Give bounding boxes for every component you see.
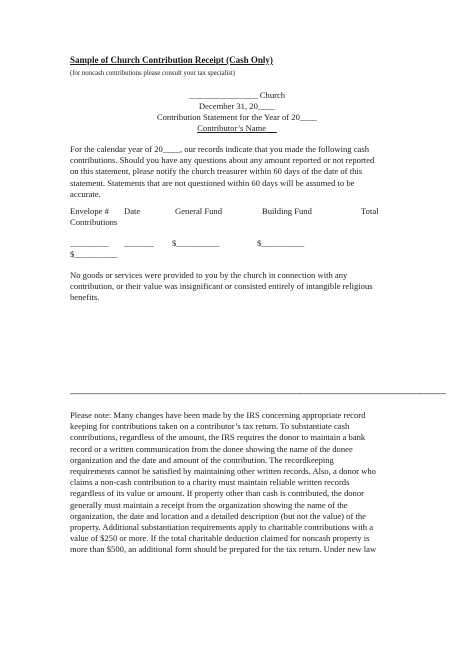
date-blank: _______ <box>124 238 155 248</box>
contributor-name-line <box>100 123 374 134</box>
statement-date-line: December 31, 20____ <box>198 101 276 111</box>
contributor-name-blank <box>266 123 277 133</box>
envelope-blank: _________ <box>70 238 109 248</box>
column-total: Total <box>361 206 379 216</box>
separator-line: ---------------------------------------------------------------------------------------------------------------------------------------------------------------------- <box>70 389 446 398</box>
general-fund-blank: $__________ <box>172 238 220 248</box>
document-title: Sample of Church Contribution Receipt (Cash Only) <box>70 55 273 65</box>
column-building-fund: Building Fund <box>262 206 312 216</box>
column-contributions: Contributions <box>70 217 118 227</box>
intro-paragraph: For the calendar year of 20____, our records indicate that you made the following cash contributions. Should you have any questions about any amount reported or not reported on this statement, please notify the church treasurer within 60 days of the date of this statement. Statements that are not questioned within 60 days will be assumed to be accurate. <box>70 144 375 199</box>
column-general-fund: General Fund <box>175 206 223 216</box>
column-date: Date <box>124 206 141 216</box>
total-blank: $__________ <box>70 249 118 259</box>
note-paragraph: Please note: Many changes have been made by the IRS concerning appropriate record keeping for contributions taken on a contributor’s tax return. To substantiate cash contributions, regardless of the amount, the IRS requires the donor to maintain a bank record or a written communication from the donee showing the name of the donee organization and the date and amount of the contribution. The recordkeeping requirements cannot be satisfied by maintaining other written records. Also, a donor who claims a non-cash contribution to a charity must maintain reliable written records regardless of its value or amount. If property other than cash is contributed, the donor generally must maintain a receipt from the organization showing the name of the organization, the date and location and a detailed description (but not the value) of the property. Additional substantiation requirements apply to charitable contributions with a value of $250 or more. If the total charitable deduction claimed for noncash property is more than $500, an additional form should be prepared for the tax return. Under new law <box>70 410 377 555</box>
statement-year-line: Contribution Statement for the Year of 20____ <box>156 112 318 122</box>
disclaimer-paragraph: No goods or services were provided to you by the church in connection with any contribution, or their value was insignificant or consisted entirely of intangible religious benefits. <box>70 270 373 303</box>
contributor-name-label: Contributor’s Name <box>197 123 267 133</box>
church-name-line: ________________ Church <box>188 90 286 100</box>
column-envelope: Envelope # <box>70 206 109 216</box>
building-fund-blank: $__________ <box>257 238 305 248</box>
document-subtitle: (for noncash contributions please consult your tax specialist) <box>70 70 236 77</box>
